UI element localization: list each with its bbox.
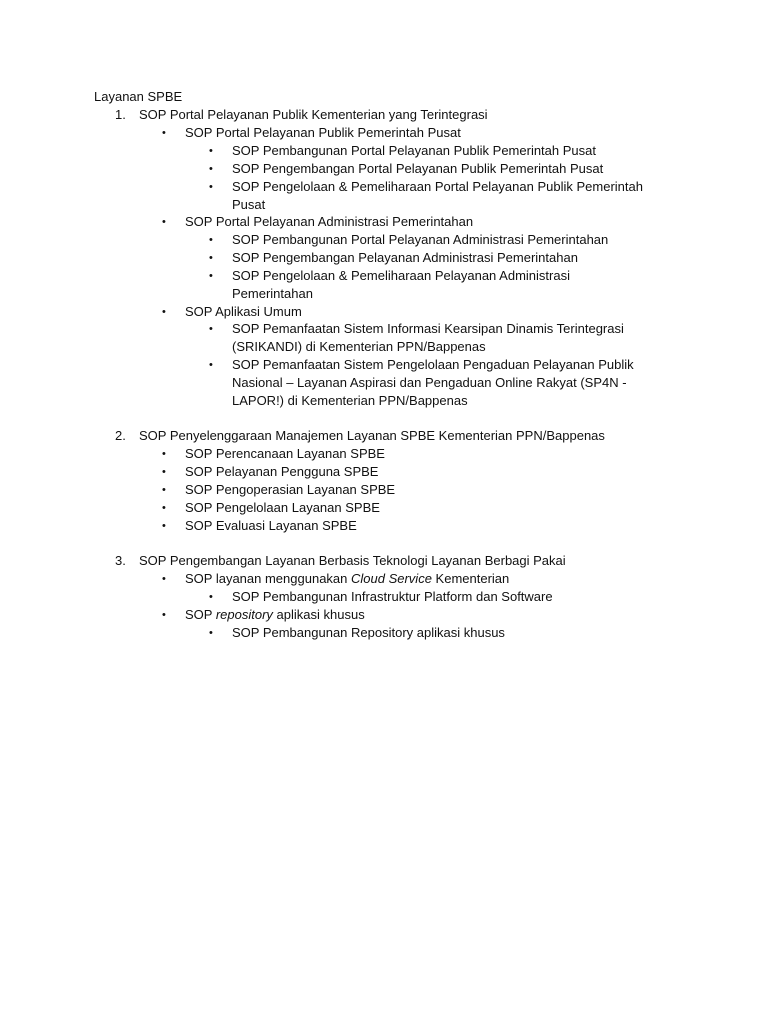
list-item-continuation: Pemerintahan [232,286,313,301]
bullet-icon: • [209,234,213,246]
list-item: SOP Pengembangan Pelayanan Administrasi Pemerintahan [232,250,578,265]
section-1-group-2: SOP Portal Pelayanan Administrasi Pemerintahan [185,214,474,229]
list-item: SOP Pengelolaan & Pemeliharaan Pelayanan Administrasi [232,268,570,283]
bullet-icon: • [162,609,166,621]
bullet-icon: • [162,306,166,318]
bullet-icon: • [209,591,213,603]
list-item-continuation: Pusat [232,197,266,212]
list-item: SOP Pelayanan Pengguna SPBE [185,464,379,479]
bullet-icon: • [209,163,213,175]
list-item: SOP Evaluasi Layanan SPBE [185,518,357,533]
list-item: SOP Pemanfaatan Sistem Informasi Kearsipan Dinamis Terintegrasi [232,321,624,336]
section-1-group-3: SOP Aplikasi Umum [185,304,302,319]
list-item: SOP Pengelolaan & Pemeliharaan Portal Pelayanan Publik Pemerintah [232,179,643,194]
bullet-icon: • [209,359,213,371]
list-item-continuation: (SRIKANDI) di Kementerian PPN/Bappenas [232,339,486,354]
section-2-number: 2. [115,428,126,443]
section-3-group-2: SOP repository aplikasi khusus [185,607,365,622]
bullet-icon: • [162,573,166,585]
bullet-icon: • [209,181,213,193]
list-item: SOP Pembangunan Repository aplikasi khusus [232,625,505,640]
list-item: SOP Pembangunan Portal Pelayanan Publik Pemerintah Pusat [232,143,596,158]
list-item: SOP Pembangunan Infrastruktur Platform dan Software [232,589,553,604]
list-item-continuation: LAPOR!) di Kementerian PPN/Bappenas [232,393,468,408]
section-3-group-1: SOP layanan menggunakan Cloud Service Kementerian [185,571,510,586]
bullet-icon: • [209,270,213,282]
list-item: SOP Pengembangan Portal Pelayanan Publik Pemerintah Pusat [232,161,604,176]
bullet-icon: • [162,484,166,496]
section-2-heading: SOP Penyelenggaraan Manajemen Layanan SPBE Kementerian PPN/Bappenas [139,428,605,443]
section-1-group-1: SOP Portal Pelayanan Publik Pemerintah Pusat [185,125,461,140]
list-item: SOP Pemanfaatan Sistem Pengelolaan Pengaduan Pelayanan Publik [232,357,634,372]
section-1-heading: SOP Portal Pelayanan Publik Kementerian yang Terintegrasi [139,107,488,122]
section-1-number: 1. [115,107,126,122]
document-title: Layanan SPBE [94,89,183,104]
list-item: SOP Pengelolaan Layanan SPBE [185,500,380,515]
list-item: SOP Pengoperasian Layanan SPBE [185,482,396,497]
bullet-icon: • [162,127,166,139]
bullet-icon: • [162,216,166,228]
bullet-icon: • [162,466,166,478]
bullet-icon: • [209,627,213,639]
bullet-icon: • [162,448,166,460]
list-item: SOP Perencanaan Layanan SPBE [185,446,385,461]
bullet-icon: • [209,323,213,335]
list-item-continuation: Nasional – Layanan Aspirasi dan Pengaduan Online Rakyat (SP4N - [232,375,627,390]
section-3-number: 3. [115,553,126,568]
section-3-heading: SOP Pengembangan Layanan Berbasis Teknologi Layanan Berbagi Pakai [139,553,566,568]
bullet-icon: • [209,252,213,264]
bullet-icon: • [209,145,213,157]
bullet-icon: • [162,502,166,514]
list-item: SOP Pembangunan Portal Pelayanan Administrasi Pemerintahan [232,232,609,247]
bullet-icon: • [162,520,166,532]
